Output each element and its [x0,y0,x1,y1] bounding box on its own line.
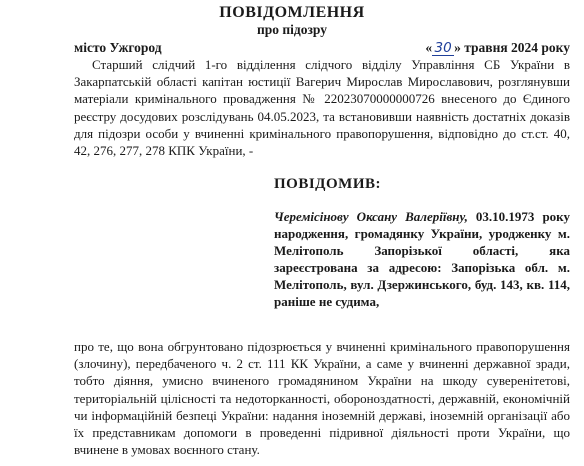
intro-paragraph: Старший слідчий 1-го відділення слідчого відділу Управління СБ України в Закарпатській області капітан юстиції Вагерич Мирослав Мирославович, розглянувши матеріали кримінального провадження № 22023070000000726 внесеного до Єдиного реєстру досудових розслідувань 04.05.2023, та встановивши наявність достатніх доказів для підозри особи у вчиненні кримінального правопорушення, відповідно до ст.ст. 40, 42, 276, 277, 278 КПК України, - [74,57,570,159]
date-day-handwritten: 30 [432,41,454,56]
city-label: місто Ужгород [74,40,162,55]
section-heading: ПОВІДОМИВ: [274,176,381,192]
suspect-block [274,208,570,310]
charge-paragraph: про те, що вона обгрунтовано підозрюється у вчиненні кримінального правопорушення (злочину), передбаченого ч. 2 ст. 111 КК України, а саме у вчиненні державної зради, тобто діяння, умисно вчиненого громадянином України на шкоду суверенітетові, територіальній цілісності та недоторканності, обороноздатності, державній, економічній чи інформаційній безпеці України: надання іноземній державі, іноземній організації або їх представникам допомоги в проведенні підривної діяльності проти України, що вчинене в умовах воєнного стану. [74,339,570,458]
date-open-quote: « [425,40,433,55]
document-subtitle: про підозру [256,22,328,37]
document-date [425,40,570,56]
date-month-year: » травня 2024 року [454,40,570,55]
suspect-name: Черемісінову Оксану Валеріївну, [274,209,468,224]
suspect-details: 03.10.1973 року народження, громадянку України, уродженку м. Мелітополь Запорізької області, яка зареєстрована за адресою: Запорізька обл. м. Мелітополь, вул. Дзержинського, буд. 143, кв. 114, раніше не судима, [274,209,570,309]
document-title: ПОВІДОМЛЕННЯ [219,4,365,21]
